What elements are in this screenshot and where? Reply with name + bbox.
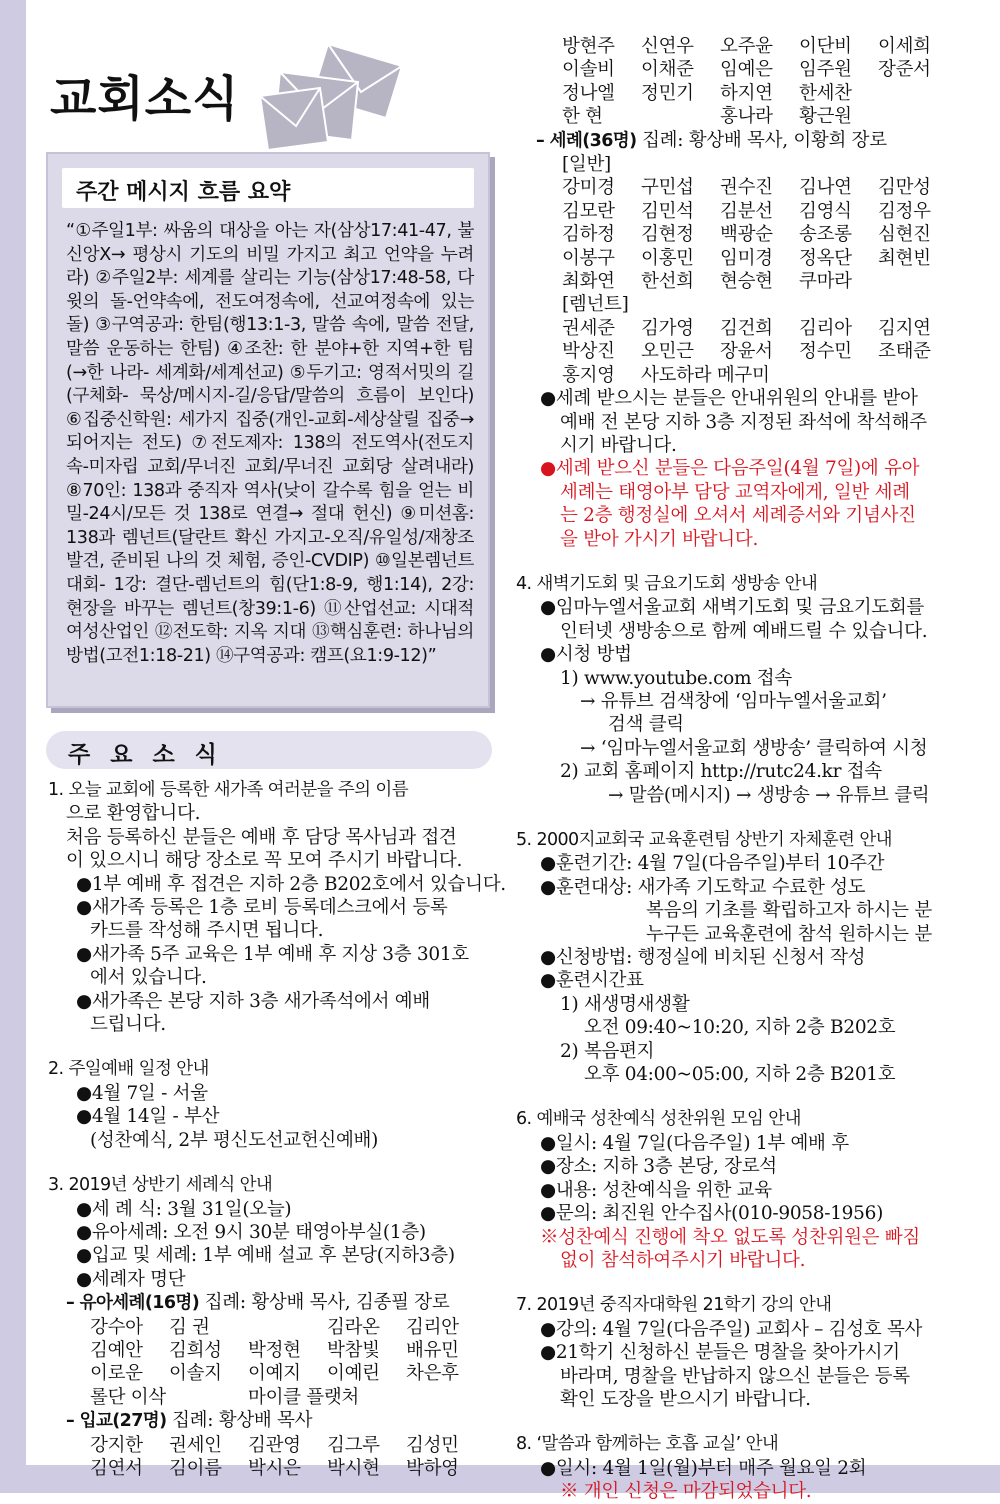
name-entry: 이로운 xyxy=(90,1363,143,1385)
name-entry: 송조롱 xyxy=(799,224,852,246)
s3-note-1c: 시기 바랍니다. xyxy=(560,434,677,456)
s1-bullet-4a: ●새가족은 본당 지하 3층 새가족석에서 예배 xyxy=(76,990,430,1012)
name-entry: 김연서 xyxy=(90,1457,143,1479)
name-entry: 신연우 xyxy=(641,36,694,57)
baptism-officiants: 집례: 황상배 목사, 이황희 장로 xyxy=(636,129,887,151)
s1-bullet-3b: 에서 있습니다. xyxy=(90,967,207,989)
name-entry: 김희성 xyxy=(169,1339,222,1361)
name-entry: 하지연 xyxy=(720,82,773,104)
name-entry: 김그루 xyxy=(327,1434,380,1456)
s5-schedule-1: 1) 새생명새생활 xyxy=(560,993,690,1015)
major-news-label-bar xyxy=(46,731,492,769)
name-entry: 심현진 xyxy=(878,224,931,246)
section-3 xyxy=(48,1174,490,1480)
s1-heading-1: 1. 오늘 교회에 등록한 새가족 여러분을 주의 이름 xyxy=(48,780,409,800)
major-news-label: 주 요 소 식 xyxy=(68,742,223,768)
name-entry: 이채준 xyxy=(641,59,694,81)
section-5 xyxy=(516,829,976,1086)
s1-heading-2: 으로 환영합니다. xyxy=(66,803,201,825)
name-entry: 이솔지 xyxy=(169,1363,222,1385)
s1-bullet-1: ●1부 예배 후 접견은 지하 2층 B202호에서 있습니다. xyxy=(76,873,506,895)
name-entry: 마이클 플랫처 xyxy=(248,1386,360,1408)
s7-bullet-2c: 확인 도장을 받으시기 바랍니다. xyxy=(560,1388,811,1410)
name-entry: 김성민 xyxy=(406,1434,459,1456)
name-entry: 김민석 xyxy=(641,200,694,222)
s6-bullet-3: ●내용: 성찬예식을 위한 교육 xyxy=(540,1179,772,1201)
s2-bullet-1: ●4월 7일 - 서울 xyxy=(76,1082,208,1104)
name-entry: 홍지영 xyxy=(562,364,615,386)
envelope-icon xyxy=(258,42,408,152)
s4-bullet-1b: 인터넷 생방송으로 함께 예배드릴 수 있습니다. xyxy=(560,620,928,642)
summary-box xyxy=(46,152,490,708)
s5-schedule-2: 2) 복음편지 xyxy=(560,1040,655,1062)
name-entry: 박참빛 xyxy=(327,1339,380,1361)
name-entry: 이봉구 xyxy=(562,247,615,269)
s7-heading: 7. 2019년 중직자대학원 21학기 강의 안내 xyxy=(516,1295,832,1316)
s5-bullet-3: ●신청방법: 행정실에 비치된 신청서 작성 xyxy=(540,947,866,969)
name-entry: 박시은 xyxy=(248,1457,301,1479)
s3-note-1b: 예배 전 본당 지하 3층 지정된 좌석에 착석해주 xyxy=(560,411,927,433)
name-entry: 권세인 xyxy=(169,1434,222,1456)
name-entry: 한세찬 xyxy=(799,82,852,104)
name-entry: 김현정 xyxy=(641,224,694,246)
name-entry: 정민기 xyxy=(641,82,694,104)
name-entry: 김정우 xyxy=(878,200,931,222)
s1-bullet-4b: 드립니다. xyxy=(90,1014,166,1036)
s1-bullet-2b: 카드를 작성해 주시면 됩니다. xyxy=(90,920,324,942)
s4-method-1: 1) www.youtube.com 접속 xyxy=(560,667,792,689)
name-entry: 김분선 xyxy=(720,200,773,222)
section-2 xyxy=(48,1058,490,1152)
s3-bullet-3: ●입교 및 세례: 1부 예배 설교 후 본당(지하3층) xyxy=(76,1245,455,1267)
name-entry: 김이름 xyxy=(169,1457,222,1479)
s1-para-2: 이 있으시니 해당 장소로 꼭 모여 주시기 바랍니다. xyxy=(66,850,463,872)
s4-method-2a: → 말씀(메시지) → 생방송 → 유튜브 클릭 xyxy=(608,784,930,806)
infant-baptism-officiants: 집례: 황상배 목사, 김종필 장로 xyxy=(199,1292,450,1314)
confirmation-names-part1 xyxy=(48,1434,490,1481)
s3-note-1a: ●세례 받으시는 분들은 안내위원의 안내를 받아 xyxy=(540,388,918,410)
s6-bullet-4: ●문의: 최진원 안수집사(010-9058-1956) xyxy=(540,1203,883,1225)
name-entry: 정나엘 xyxy=(562,82,615,104)
name-entry: 임주원 xyxy=(799,59,852,81)
s8-heading: 8. ‘말씀과 함께하는 호흡 교실’ 안내 xyxy=(516,1434,779,1455)
s6-heading: 6. 예배국 성찬예식 성찬위원 모임 안내 xyxy=(516,1109,801,1130)
name-entry: 김리아 xyxy=(799,317,852,339)
name-entry: 김모란 xyxy=(562,200,615,222)
section-1 xyxy=(48,779,506,1036)
name-entry: 사도하라 메구미 xyxy=(641,364,770,386)
s3-note-2b: 세례는 태영아부 담당 교역자에게, 일반 세례 xyxy=(560,481,910,503)
s3-note-2c: 는 2층 행정실에 오셔서 세례증서와 기념사진 xyxy=(560,505,916,527)
s3-heading: 3. 2019년 상반기 세례식 안내 xyxy=(48,1175,273,1196)
remnant-names xyxy=(516,317,976,387)
right-column xyxy=(516,35,976,1504)
s4-method-1a: → 유튜브 검색창에 ‘임마누엘서울교회’ xyxy=(580,690,887,712)
name-entry: 오민근 xyxy=(641,341,694,363)
s4-bullet-2: ●시청 방법 xyxy=(540,644,632,666)
s6-note-2: 없이 참석하여주시기 바랍니다. xyxy=(560,1249,806,1271)
name-entry: 김리안 xyxy=(406,1316,459,1338)
name-entry: 이예지 xyxy=(248,1363,301,1385)
s2-bullet-2: ●4월 14일 - 부산 xyxy=(76,1106,220,1128)
s5-bullet-4: ●훈련시간표 xyxy=(540,970,644,992)
name-entry: 김나연 xyxy=(799,177,852,199)
name-entry: 황근원 xyxy=(799,106,852,128)
s7-bullet-1: ●강의: 4월 7일(다음주일) 교회사 – 김성호 목사 xyxy=(540,1318,923,1340)
s6-bullet-2: ●장소: 지하 3층 본당, 장로석 xyxy=(540,1156,777,1178)
name-entry: 이세희 xyxy=(878,36,931,57)
s6-note-1: ※성찬예식 진행에 착오 없도록 성찬위원은 빠짐 xyxy=(540,1226,920,1248)
s2-note: (성찬예식, 2부 평신도선교헌신예배) xyxy=(90,1129,379,1151)
general-names xyxy=(516,176,976,293)
name-entry: 이예린 xyxy=(327,1363,380,1385)
name-entry: 이단비 xyxy=(799,36,852,57)
name-entry: 임예은 xyxy=(720,59,773,81)
name-entry: 이솔비 xyxy=(562,59,615,81)
name-entry: 임미경 xyxy=(720,247,773,269)
s7-bullet-2a: ●21학기 신청하신 분들은 명찰을 찾아가시기 xyxy=(540,1342,900,1364)
summary-text: “①주일1부: 싸움의 대상을 아는 자(삼상17:41-47, 불신앙X→ 평상시 기도의 비밀 가지고 최고 언약을 누려라) ②주일2부: 세계를 살리는 기능(삼상17:48-58, 다윗의 돌-언약속에, 전도여정속에, 선교여정속에 있는 돌) ③구역공과: 한팀(행13:1-3, 말씀 속에, 말씀 전달, 말씀 운동하는 한팀) ④조찬: 한 분야+한 지역+한 팀(→한 나라- 세계화/세계선교) ⑤두기고: 영적서밋의 길(구체화- 묵상/메시지-길/응답/말씀의 흐름이 보인다) ⑥집중신학원: 세가지 집중(개인-교회-세상살릴 집중→ 되어지는 전도) ⑦전도제자: 138의 전도역사(전도지속-미자립 교회/무너진 교회/무너진 교회당 살려내라) ⑧70인: 138과 중직자 역사(낮이 갈수록 힘을 얻는 비밀-24시/모든 것 138로 연결→ 절대 헌신) ⑨미션홈: 138과 렘넌트(달란트 확신 가지고-오직/유일성/재창조 발견, 준비된 나의 것 체험, 증인-CVDIP) ⑩일본렘넌트대회- 1강: 결단-렘넌트의 힘(단1:8-9, 행1:14), 2강: 현장을 바꾸는 렘넌트(창39:1-6) ⑪산업선교: 시대적 여성산업인 ⑫전도학: 지옥 지대 ⑬핵심훈련: 하나님의 방법(고전1:18-21) ⑭구역공과: 캠프(요1:9-12)” xyxy=(66,221,474,666)
name-entry: 한 현 xyxy=(562,106,603,128)
s4-bullet-1a: ●임마누엘서울교회 새벽기도회 및 금요기도회를 xyxy=(540,597,925,619)
s1-bullet-2a: ●새가족 등록은 1층 로비 등록데스크에서 등록 xyxy=(76,897,448,919)
s7-bullet-2b: 바라며, 명찰을 반납하지 않으신 분들은 등록 xyxy=(560,1365,910,1387)
s8-note: ※ 개인 신청은 마감되었습니다. xyxy=(560,1481,812,1503)
name-entry: 김하정 xyxy=(562,224,615,246)
s5-bullet-2: ●훈련대상: 새가족 기도학교 수료한 성도 xyxy=(540,876,866,898)
name-entry: 김영식 xyxy=(799,200,852,222)
name-entry: 권수진 xyxy=(720,177,773,199)
section-7 xyxy=(516,1294,976,1411)
section-4 xyxy=(516,573,976,807)
name-entry: 장준서 xyxy=(878,59,931,81)
infant-baptism-names xyxy=(48,1316,490,1410)
summary-header xyxy=(62,168,474,208)
s4-method-1b: 검색 클릭 xyxy=(608,714,684,736)
name-entry: 백광순 xyxy=(720,224,773,246)
general-label: [일반] xyxy=(562,154,611,176)
name-entry: 배유민 xyxy=(406,1339,459,1361)
confirmation-officiant: 집례: 황상배 목사 xyxy=(166,1410,313,1432)
s4-heading: 4. 새벽기도회 및 금요기도회 생방송 안내 xyxy=(516,573,818,594)
name-entry: 정옥단 xyxy=(799,247,852,269)
s1-para-1: 처음 등록하신 분들은 예배 후 담당 목사님과 접견 xyxy=(66,826,457,848)
s5-target-3: 누구든 교육훈련에 참석 원하시는 분 xyxy=(646,923,932,945)
name-entry: 장윤서 xyxy=(720,341,773,363)
remnant-label: [렘넌트] xyxy=(562,294,629,316)
s3-bullet-1: ●세 례 식: 3월 31일(오늘) xyxy=(76,1198,292,1220)
name-entry: 김지연 xyxy=(878,317,931,339)
name-entry: 김라온 xyxy=(327,1316,380,1338)
name-entry: 이홍민 xyxy=(641,247,694,269)
name-entry: 최화연 xyxy=(562,271,615,293)
name-entry: 박시현 xyxy=(327,1457,380,1479)
s4-method-1c: → ‘임마누엘서울교회 생방송’ 클릭하여 시청 xyxy=(580,737,928,759)
name-entry: 박하영 xyxy=(406,1457,459,1479)
summary-heading: 주간 메시지 흐름 요약 xyxy=(76,180,291,205)
name-entry: 김 권 xyxy=(169,1316,210,1338)
name-entry: 한선희 xyxy=(641,271,694,293)
name-entry: 김만성 xyxy=(878,177,931,199)
name-entry: 권세준 xyxy=(562,317,615,339)
name-entry: 박정현 xyxy=(248,1339,301,1361)
s8-bullet-1: ●일시: 4월 1일(월)부터 매주 월요일 2회 xyxy=(540,1457,867,1479)
name-entry: 정수민 xyxy=(799,341,852,363)
s2-heading: 2. 주일예배 일정 안내 xyxy=(48,1059,209,1080)
name-entry: 홍나라 xyxy=(720,106,773,128)
page-title: 교회소식 xyxy=(50,71,240,127)
s5-target-2: 복음의 기초를 확립하고자 하시는 분 xyxy=(646,900,932,922)
s3-note-2a: ●세례 받으신 분들은 다음주일(4월 7일)에 유아 xyxy=(540,458,920,480)
name-entry: 현승현 xyxy=(720,271,773,293)
name-entry: 김관영 xyxy=(248,1434,301,1456)
name-entry: 김예안 xyxy=(90,1339,143,1361)
section-6 xyxy=(516,1108,976,1272)
s5-schedule-2-time: 오후 04:00~05:00, 지하 2층 B201호 xyxy=(584,1064,896,1086)
name-entry: 박상진 xyxy=(562,341,615,363)
infant-baptism-label: – 유아세례(16명) xyxy=(66,1293,200,1314)
s3-note-2d: 을 받아 가시기 바랍니다. xyxy=(560,528,759,550)
section-8 xyxy=(516,1433,976,1503)
baptism-label: – 세례(36명) xyxy=(536,130,637,151)
name-entry: 쿠마라 xyxy=(799,271,852,293)
name-entry: 최현빈 xyxy=(878,247,931,269)
name-entry: 롤단 이삭 xyxy=(90,1386,166,1408)
left-column xyxy=(48,779,506,1480)
confirmation-names-part2 xyxy=(516,35,976,129)
name-entry: 구민섭 xyxy=(641,177,694,199)
name-entry: 방현주 xyxy=(562,36,615,57)
name-entry: 오주윤 xyxy=(720,36,773,57)
s3-bullet-2: ●유아세례: 오전 9시 30분 태영아부실(1층) xyxy=(76,1221,426,1243)
name-entry: 강지한 xyxy=(90,1434,143,1456)
name-entry: 김건희 xyxy=(720,317,773,339)
s3-bullet-4: ●세례자 명단 xyxy=(76,1268,186,1290)
name-entry: 김가영 xyxy=(641,317,694,339)
name-entry: 강미경 xyxy=(562,177,615,199)
name-entry: 차은후 xyxy=(406,1363,459,1385)
s1-bullet-3a: ●새가족 5주 교육은 1부 예배 후 지상 3층 301호 xyxy=(76,943,469,965)
s5-heading: 5. 2000지교회국 교육훈련팀 상반기 자체훈련 안내 xyxy=(516,830,892,850)
s5-bullet-1: ●훈련기간: 4월 7일(다음주일)부터 10주간 xyxy=(540,853,885,875)
confirmation-label: – 입교(27명) xyxy=(66,1411,167,1432)
name-entry: 조태준 xyxy=(878,341,931,363)
s4-method-2: 2) 교회 홈페이지 http://rutc24.kr 접속 xyxy=(560,761,882,783)
s6-bullet-1: ●일시: 4월 7일(다음주일) 1부 예배 후 xyxy=(540,1132,849,1154)
s5-schedule-1-time: 오전 09:40~10:20, 지하 2층 B202호 xyxy=(584,1017,896,1039)
name-entry: 강수아 xyxy=(90,1316,143,1338)
